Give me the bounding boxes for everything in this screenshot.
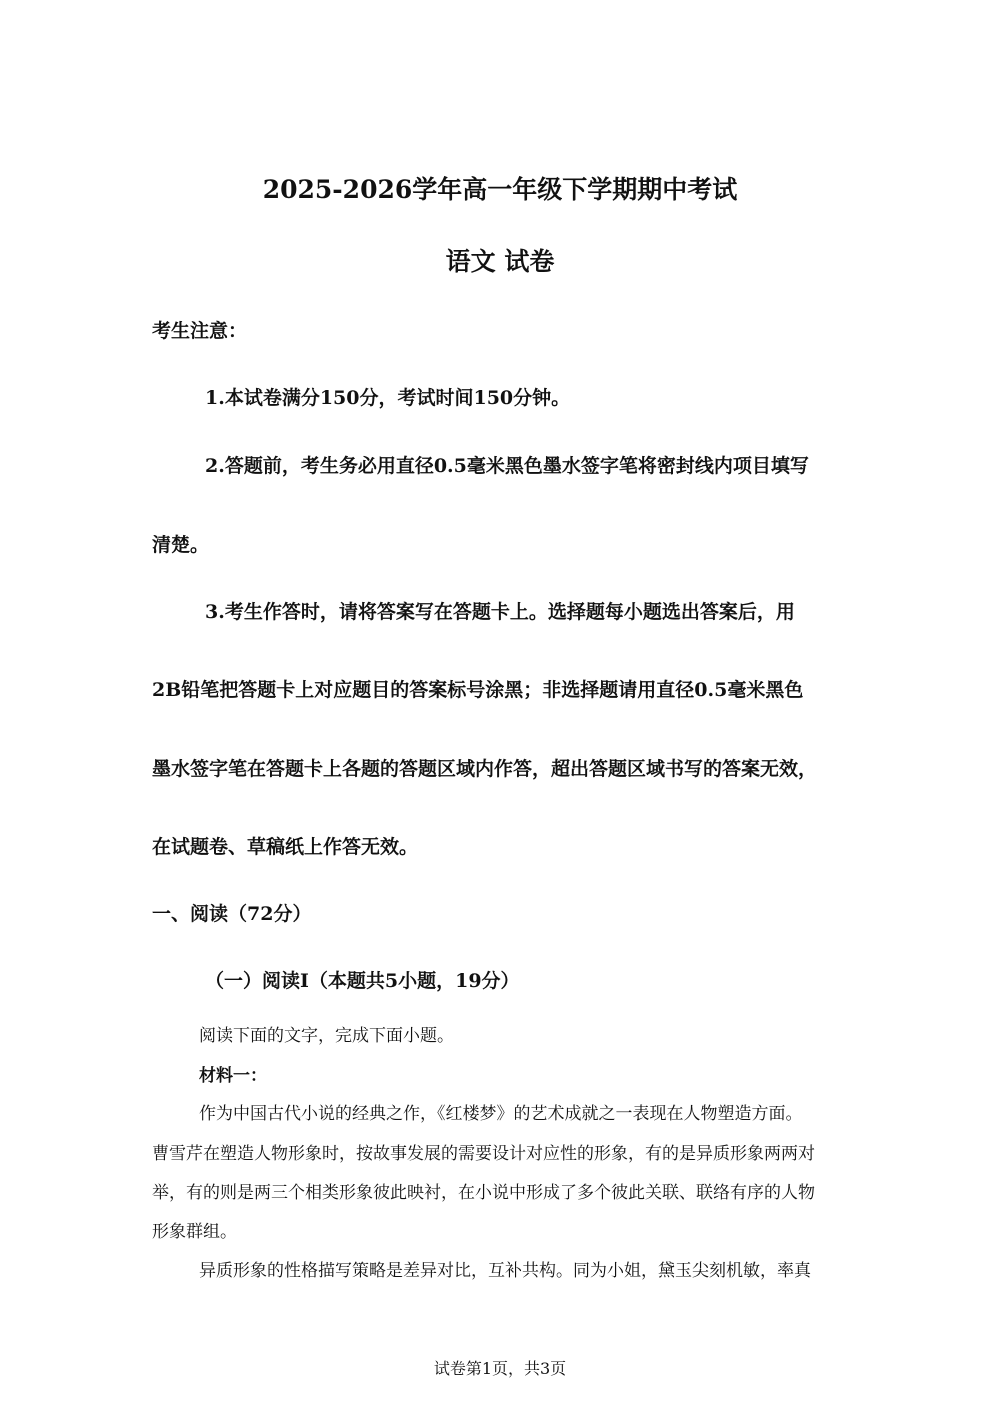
notice-heading: 考生注意： — [152, 320, 248, 342]
notice-line: 3.考生作答时，请将答案写在答题卡上。选择题每小题选出答案后，用 — [205, 601, 795, 623]
section-heading: 一、阅读（72分） — [152, 903, 312, 925]
notice-line: 2.答题前，考生务必用直径0.5毫米黑色墨水签字笔将密封线内项目填写 — [205, 455, 809, 477]
instruction-text: 阅读下面的文字，完成下面小题。 — [199, 1026, 454, 1046]
notice-line: 1.本试卷满分150分，考试时间150分钟。 — [205, 387, 571, 409]
material-label: 材料一： — [199, 1066, 267, 1086]
exam-title: 2025-2026学年高一年级下学期期中考试 — [262, 175, 738, 204]
notice-line: 墨水签字笔在答题卡上各题的答题区域内作答，超出答题区域书写的答案无效， — [152, 758, 818, 780]
paragraph-line: 举，有的则是两三个相类形象彼此映衬，在小说中形成了多个彼此关联、联络有序的人物 — [152, 1183, 815, 1203]
page-footer: 试卷第1页，共3页 — [433, 1359, 567, 1378]
paragraph-line: 形象群组。 — [152, 1222, 237, 1242]
paragraph-line: 异质形象的性格描写策略是差异对比，互补共构。同为小姐，黛玉尖刻机敏，率真 — [199, 1261, 811, 1281]
notice-line: 2B铅笔把答题卡上对应题目的答案标号涂黑；非选择题请用直径0.5毫米黑色 — [152, 679, 804, 701]
exam-subtitle: 语文 试卷 — [445, 247, 555, 276]
paragraph-line: 作为中国古代小说的经典之作，《红楼梦》的艺术成就之一表现在人物塑造方面。 — [199, 1104, 803, 1124]
notice-line: 在试题卷、草稿纸上作答无效。 — [152, 836, 419, 858]
subsection-heading: （一）阅读I（本题共5小题，19分） — [205, 970, 520, 992]
paragraph-line: 曹雪芹在塑造人物形象时，按故事发展的需要设计对应性的形象，有的是异质形象两两对 — [152, 1144, 815, 1164]
notice-line: 清楚。 — [152, 534, 210, 556]
